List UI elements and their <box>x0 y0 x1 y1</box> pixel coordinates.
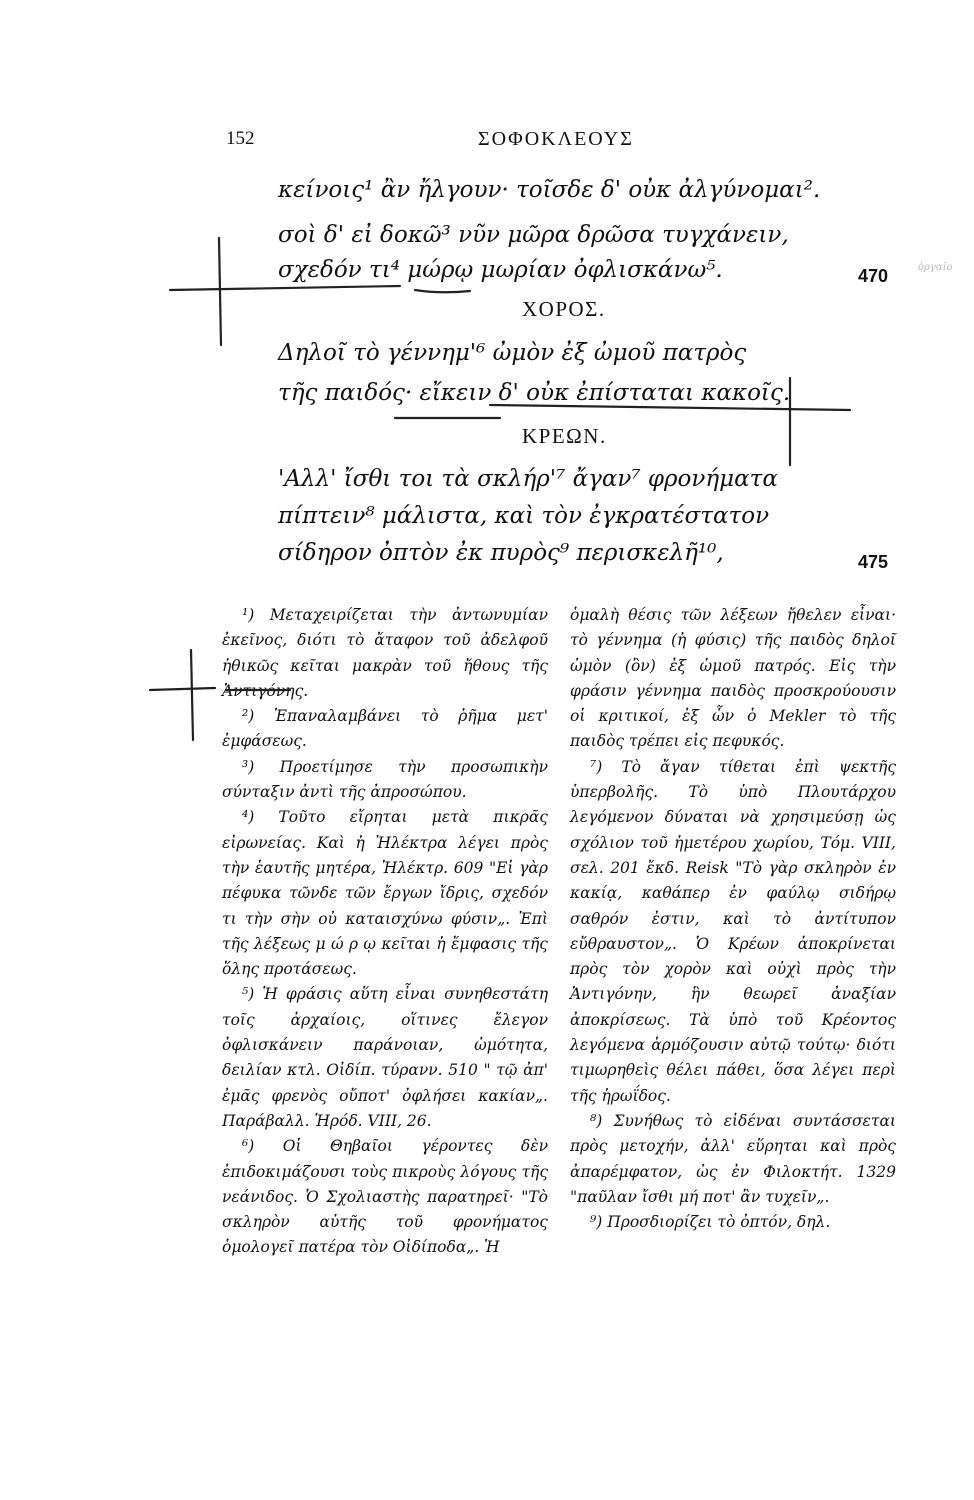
speaker-chorus: ΧΟΡΟΣ. <box>522 297 606 321</box>
verse-line: Δηλοῖ τὸ γέννημ'⁶ ὠμὸν ἐξ ὠμοῦ πατρὸς <box>278 340 747 366</box>
pen-mark-cross-horizontal <box>170 286 400 290</box>
footnote: ⁷) Τὸ ἄγαν τίθεται ἐπὶ ψεκτῆς ὑπερβολῆς. Τὸ ὑπὸ Πλουτάρχου λεγόμενον δύναται νὰ χρησιμεύσῃ ὡς σχόλιον τοῦ ἡμετέρου χωρίου, Τόμ. VIII, σελ. 201 ἔκδ. Reisk "Τὸ γὰρ σκληρὸν ἐν κακίᾳ, καθάπερ ἐν φαύλῳ σιδήρῳ σαθρόν ἐστιν, καὶ τὸ ἀντίτυπον εὔθραυστον„. Ὁ Κρέων ἀποκρίνεται πρὸς τὸν χορὸν καὶ οὐχὶ πρὸς τὴν Ἀντιγόνην, ἣν θεωρεῖ ἀναξίαν ἀποκρίσεως. Τὰ ὑπὸ τοῦ Κρέοντος λεγόμενα ἁρμόζουσιν αὐτῷ τούτῳ· διότι τιμωρηθεὶς θέλει πάθει, ὅσα λέγει περὶ τῆς ἡρωΐδος. <box>570 757 896 1105</box>
pen-mark-long-stroke <box>490 405 850 410</box>
pen-mark-cross-vertical <box>191 650 193 740</box>
margin-scribble: ὀργαῖο <box>918 262 953 273</box>
pen-mark-underline <box>415 290 470 292</box>
footnote: ⁴) Τοῦτο εἴρηται μετὰ πικρᾶς εἰρωνείας. Καὶ ἡ Ἠλέκτρα λέγει πρὸς τὴν ἑαυτῆς μητέρα, Ἠλέκτρ. 609 "Εἰ γὰρ πέφυκα τῶνδε τῶν ἔργων ἴδρις, σχεδόν τι τὴν σὴν οὐ καταισχύνω φύσιν„. Ἐπὶ τῆς λέξεως μ ώ ρ ῳ κεῖται ἡ ἔμφασις τῆς ὅλης προτάσεως. <box>222 808 548 979</box>
verse-line: σχεδόν τι⁴ μώρῳ μωρίαν ὀφλισκάνω⁵. <box>278 257 723 283</box>
verse-line: 'Αλλ' ἴσθι τοι τὰ σκλήρ'⁷ ἄγαν⁷ φρονήματα <box>278 466 778 492</box>
footnote: ⁸) Συνήθως τὸ εἰδέναι συντάσσεται πρὸς μετοχήν, ἀλλ' εὕρηται καὶ πρὸς ἀπαρέμφατον, ὡς ἐν Φιλοκτήτ. 1329 "παῦλαν ἴσθι μή ποτ' ἂν τυχεῖν„. <box>570 1111 896 1206</box>
verse-line: κείνοις¹ ἂν ἤλγουν· τοῖσδε δ' οὐκ ἀλγύνομαι². <box>278 177 821 203</box>
footnote: ⁶) Οἱ Θηβαῖοι γέροντες δὲν ἐπιδοκιμάζουσι τοὺς πικροὺς λόγους τῆς νεάνιδος. Ὁ Σχολιαστὴς παρατηρεῖ· "Τὸ σκληρὸν αὐτῆς τοῦ φρονήματος ὁμολογεῖ πατέρα τὸν Οἰδίποδα„. Ἡ <box>222 1137 548 1257</box>
verse-line: σοὶ δ' εἰ δοκῶ³ νῦν μῶρα δρῶσα τυγχάνειν, <box>278 222 789 248</box>
speaker-creon: ΚΡΕΩΝ. <box>522 424 607 448</box>
footnote: ¹) Μεταχειρίζεται τὴν ἀντωνυμίαν ἐκεῖνος, διότι τὸ ἄταφον τοῦ ἀδελφοῦ ἠθικῶς κεῖται μακρὰν τοῦ ἤθους τῆς Ἀντιγόνης. <box>222 606 548 700</box>
running-title: ΣΟΦΟΚΛΕΟΥΣ <box>478 128 634 150</box>
pen-mark-cross-vertical <box>219 238 221 345</box>
verse-line: σίδηρον ὀπτὸν ἐκ πυρὸς⁹ περισκελῆ¹⁰, <box>278 540 724 566</box>
footnote: ³) Προετίμησε τὴν προσωπικὴν σύνταξιν ἀντὶ τῆς ἀπροσώπου. <box>222 757 548 802</box>
pen-mark-cross-horizontal <box>150 688 215 690</box>
line-number: 470 <box>858 266 889 286</box>
verse-line: πίπτειν⁸ μάλιστα, καὶ τὸν ἐγκρατέστατον <box>278 503 770 529</box>
footnote: ⁵) Ἡ φράσις αὕτη εἶναι συνηθεστάτη τοῖς ἀρχαίοις, οἵτινες ἔλεγον ὀφλισκάνειν παράνοιαν, ὠμότητα, δειλίαν κτλ. Οἰδίπ. τύρανν. 510 " τῷ ἀπ' ἐμᾶς φρενὸς οὔποτ' ὀφλήσει κακίαν„. Παράβαλλ. Ἡρόδ. VIII, 26. <box>222 985 548 1130</box>
footnote-continuation: ὁμαλὴ θέσις τῶν λέξεων ἤθελεν εἶναι· τὸ γέννημα (ἡ φύσις) τῆς παιδὸς δηλοῖ ὠμὸν (ὂν) ἐξ ὠμοῦ πατρός. Εἰς τὴν φράσιν γέννημα παιδὸς προσκρούουσιν οἱ κριτικοί, ἐξ ὧν ὁ Mekler τὸ τῆς παιδὸς τρέπει εἰς πεφυκός. <box>570 606 896 751</box>
verse-line: τῆς παιδός· εἴκειν δ' οὐκ ἐπίσταται κακοῖς. <box>278 380 791 406</box>
footnote: ⁹) Προσδιορίζει τὸ ὀπτόν, δηλ. <box>590 1213 831 1232</box>
footnote: ²) Ἐπαναλαμβάνει τὸ ῥῆμα μετ' ἐμφάσεως. <box>222 707 548 751</box>
page-number: 152 <box>226 128 255 149</box>
line-number: 475 <box>858 552 889 572</box>
